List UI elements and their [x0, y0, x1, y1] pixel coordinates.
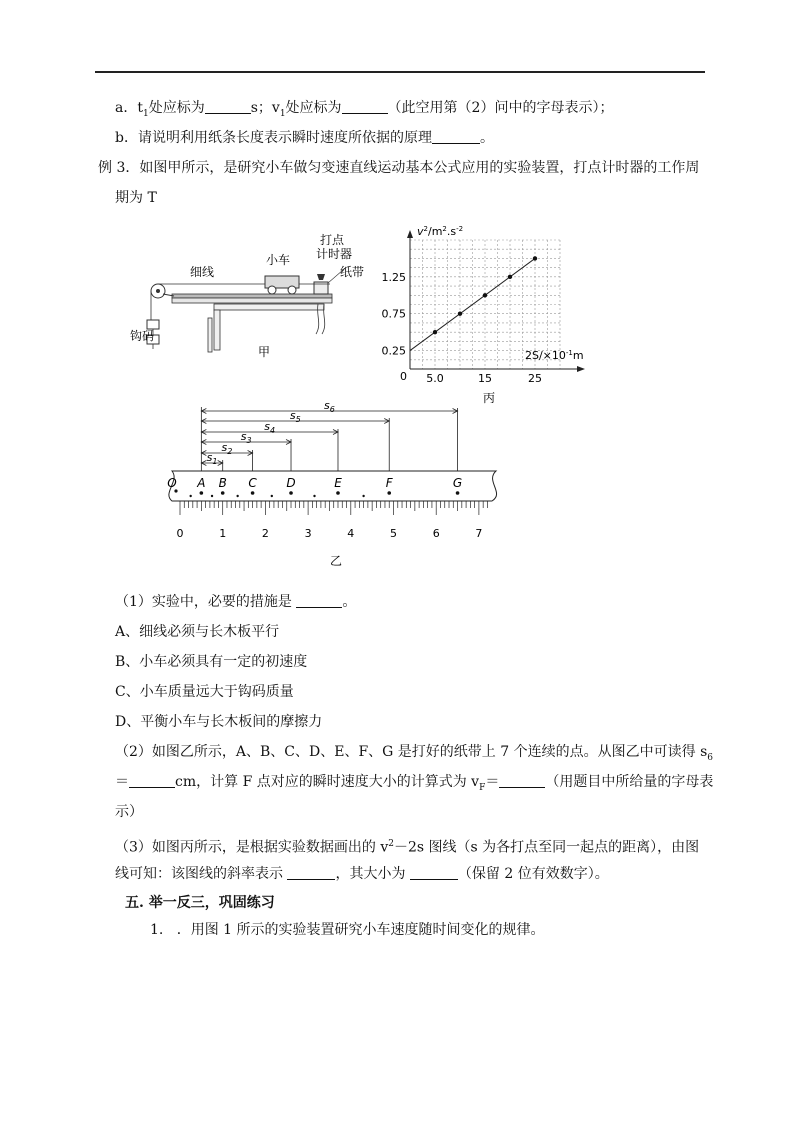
- tape-dot: [211, 495, 213, 497]
- y-axis-arrow: [407, 230, 413, 238]
- answer-blank[interactable]: [129, 773, 175, 788]
- tape-dot: [251, 491, 255, 495]
- question-line-a: a．$t_1$处应标为 s；$v_1$处应标为 （此空用第（2）问中的字母表示）；: [115, 100, 614, 119]
- tape-point-label: E: [334, 476, 342, 490]
- tape-dot: [189, 495, 191, 497]
- figure-bing-graph: [381, 222, 600, 407]
- tape-point-label: D: [286, 476, 296, 490]
- tape-point-label: G: [452, 476, 463, 490]
- answer-blank[interactable]: [205, 99, 251, 114]
- caption-jia: 甲: [258, 345, 271, 359]
- y-tick-label: 0.75: [381, 307, 406, 321]
- ruler-number: 4: [347, 527, 355, 540]
- data-point: [433, 330, 437, 334]
- q3-line-1: （3）如图丙所示，是根据实验数据画出的 $v^2-2s$ 图线（s 为各打点至同一起点的距离），由图: [115, 839, 700, 856]
- q1-option-d: D、平衡小车与长木板间的摩擦力: [115, 714, 323, 730]
- ruler-number: 7: [475, 527, 483, 540]
- example-3-line-2: 期为 T: [115, 190, 157, 206]
- graph-origin: 0: [400, 370, 407, 383]
- tape-dot: [271, 495, 273, 497]
- tape-point-label: C: [248, 476, 257, 490]
- answer-blank[interactable]: [432, 129, 480, 144]
- label-cart: 小车: [266, 253, 291, 267]
- figure-yi-tape: [160, 399, 510, 570]
- distance-label: $s_4$: [264, 420, 276, 435]
- tape-dot: [313, 495, 315, 497]
- tape-point-label: O: [167, 476, 177, 490]
- tape-point-label: A: [197, 476, 206, 490]
- tape-dot: [456, 491, 460, 495]
- ruler-number: 3: [304, 527, 312, 540]
- tape-dot: [289, 491, 293, 495]
- tape-dot: [236, 495, 238, 497]
- tape-dot: [362, 495, 364, 497]
- q2-line-3: 示）: [115, 804, 143, 820]
- data-point: [483, 293, 487, 297]
- tape-dot: [387, 491, 391, 495]
- timer-needle: [317, 274, 325, 280]
- q3-line-2: 线可知：该图线的斜率表示 ，其大小为 （保留 2 位有效数字）。: [115, 866, 609, 882]
- label-weight: 钩码: [130, 329, 155, 343]
- label-timer-1: 打点: [320, 233, 345, 247]
- question-line-b: b．请说明利用纸条长度表示瞬时速度所依据的原理 。: [115, 130, 494, 146]
- x-tick-label: 5.0: [426, 372, 444, 385]
- y-axis-label: $v^2/m^2.s^{-2}$: [417, 225, 464, 238]
- distance-label: $s_2$: [221, 441, 233, 456]
- exercise-1: 1. ．用图 1 所示的实验装置研究小车速度随时间变化的规律。: [150, 922, 545, 938]
- cart-wheel: [288, 286, 296, 294]
- cart-wheel: [268, 286, 276, 294]
- ruler-number: 5: [390, 527, 397, 540]
- x-tick-label: 15: [478, 372, 492, 385]
- tape-dot: [200, 491, 204, 495]
- caption-bing: 丙: [483, 391, 496, 405]
- answer-blank[interactable]: [499, 773, 545, 788]
- answer-blank[interactable]: [410, 865, 458, 880]
- data-point: [458, 312, 462, 316]
- tape-dot: [221, 491, 225, 495]
- q1-option-a: A、细线必须与长木板平行: [115, 624, 280, 640]
- ruler-number: 0: [176, 527, 184, 540]
- answer-blank[interactable]: [287, 865, 335, 880]
- figure-jia-apparatus: [130, 228, 365, 368]
- ruler-number: 6: [432, 527, 440, 540]
- y-tick-label: 0.25: [381, 344, 406, 358]
- x-tick-label: 25: [528, 372, 542, 385]
- y-tick-label: 1.25: [381, 270, 406, 284]
- header-rule: [95, 71, 705, 73]
- table-leg: [214, 310, 220, 350]
- label-tape: 纸带: [340, 265, 365, 279]
- q1-stem: （1）实验中，必要的措施是 。: [115, 594, 357, 610]
- caption-yi: 乙: [330, 554, 343, 568]
- q1-option-c: C、小车质量远大于钩码质量: [115, 684, 294, 700]
- pulley-axle: [156, 289, 160, 293]
- distance-label: $s_1$: [206, 451, 218, 466]
- data-point: [508, 275, 512, 279]
- hook-weight-icon: [147, 320, 159, 329]
- x-axis-arrow: [577, 366, 585, 372]
- table-surface: [214, 304, 324, 310]
- ruler-number: 1: [219, 527, 227, 540]
- tape-dot: [336, 491, 340, 495]
- q2-line-2: ＝ cm，计算 F 点对应的瞬时速度大小的计算式为 $v_F=$ （用题目中所给量的字母表: [115, 774, 714, 793]
- label-string: 细线: [190, 265, 215, 279]
- label-timer-2: 计时器: [316, 247, 353, 261]
- answer-blank[interactable]: [342, 99, 388, 114]
- x-axis-label: $2S/\times 10^{-1}m$: [525, 349, 584, 362]
- distance-label: $s_6$: [324, 399, 335, 414]
- answer-blank[interactable]: [296, 593, 342, 608]
- q2-line-1: （2）如图乙所示，A、B、C、D、E、F、G 是打好的纸带上 7 个连续的点。从图乙中可读得 $s_6$: [115, 744, 713, 763]
- table-leg: [208, 318, 212, 352]
- tape-point-label: F: [385, 476, 393, 490]
- q1-option-b: B、小车必须具有一定的初速度: [115, 654, 308, 670]
- ruler-number: 2: [261, 527, 269, 540]
- track-board: [172, 298, 332, 303]
- distance-label: $s_3$: [240, 430, 252, 445]
- data-point: [533, 256, 537, 260]
- section-5-title: 五. 举一反三，巩固练习: [125, 895, 275, 911]
- tape-point-label: B: [218, 476, 227, 490]
- track-top: [172, 294, 332, 298]
- example-3-line-1: 例 3．如图甲所示，是研究小车做匀变速直线运动基本公式应用的实验装置，打点计时器的工作周: [98, 160, 700, 176]
- distance-label: $s_5$: [289, 409, 301, 424]
